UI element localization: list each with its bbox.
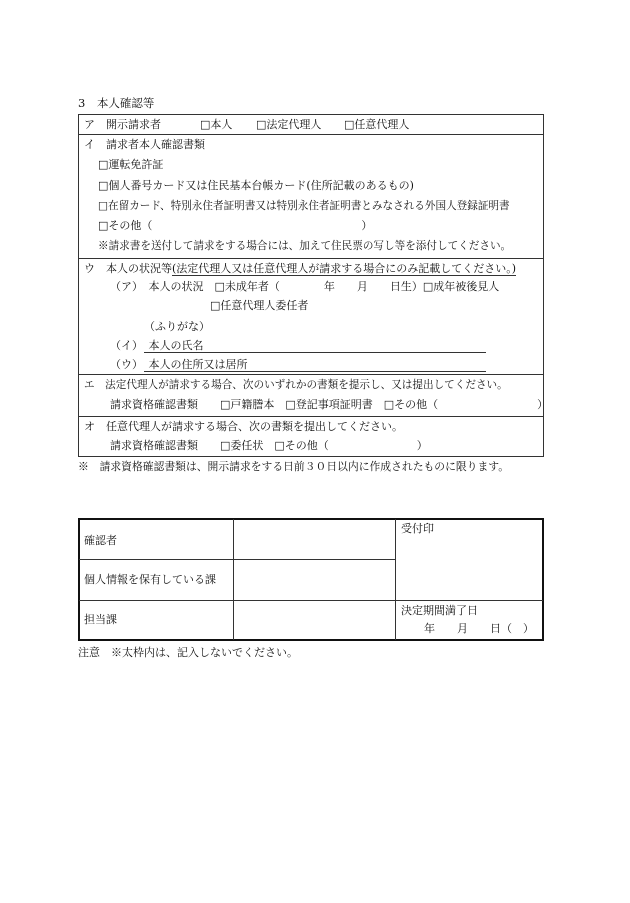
row-divider — [78, 134, 544, 135]
office-row-divider — [79, 559, 395, 560]
note: 注意 ※太枠内は、記入しないでください。 — [78, 646, 298, 659]
principal-address-label: （ウ） 本人の住所又は居所 — [110, 358, 248, 371]
row-divider — [78, 416, 544, 417]
checkbox-self[interactable]: □本人 — [200, 118, 233, 131]
checkbox-other-id[interactable]: □その他（ ） — [98, 219, 373, 232]
row-divider — [78, 258, 544, 259]
principal-status-label — [84, 262, 516, 276]
checkbox-residence-card[interactable]: □在留カード、特別永住者証明書又は特別永住者証明書とみなされる外国人登録証明書 — [98, 200, 510, 212]
office-row-divider — [79, 600, 543, 601]
checkbox-voluntary-principal[interactable]: □任意代理人委任者 — [210, 299, 309, 312]
principal-status-note: (法定代理人又は任意代理人が請求する場合にのみ記載してください。) — [172, 262, 517, 275]
checkbox-my-number-card[interactable]: □個人番号カード又は住民基本台帳カード(住所記載のあるもの) — [98, 179, 414, 192]
office-col-divider — [395, 519, 396, 640]
holding-section-label: 個人情報を保有している課 — [84, 573, 216, 586]
checkbox-drivers-license[interactable]: □運転免許証 — [98, 158, 164, 171]
deadline-label: 決定期間満了日 — [401, 604, 478, 617]
principal-status-title: ウ 本人の状況等 — [84, 262, 172, 275]
office-col-divider — [233, 519, 234, 640]
voluntary-agent-docs-label: オ 任意代理人が請求する場合、次の書類を提出してください。 — [84, 420, 403, 433]
principal-name-label: （イ） 本人の氏名 — [110, 339, 204, 352]
deadline-date: 年 月 日（ ） — [424, 622, 534, 635]
legal-agent-docs-options[interactable]: 請求資格確認書類 □戸籍謄本 □登記事項証明書 □その他（ ） — [110, 398, 549, 411]
principal-address-field[interactable] — [144, 371, 486, 372]
id-docs-label: イ 請求者本人確認書類 — [84, 138, 205, 151]
furigana-label: （ふりがな） — [144, 320, 210, 333]
in-charge-label: 担当課 — [84, 613, 117, 626]
voluntary-agent-docs-options[interactable]: 請求資格確認書類 □委任状 □その他（ ） — [110, 439, 428, 452]
section-title: 3 本人確認等 — [78, 96, 155, 110]
footnote: ※ 請求資格確認書類は、開示請求をする日前３０日以内に作成されたものに限ります。 — [78, 460, 510, 473]
row-divider — [78, 374, 544, 375]
requester-type-label: ア 開示請求者 — [84, 118, 161, 131]
checkbox-voluntary-agent[interactable]: □任意代理人 — [344, 118, 410, 131]
receipt-stamp-label: 受付印 — [401, 522, 434, 535]
confirmer-label: 確認者 — [84, 534, 117, 547]
mailing-note: ※請求書を送付して請求をする場合には、加えて住民票の写し等を添付してください。 — [98, 240, 512, 252]
principal-status-row[interactable]: （ア） 本人の状況 □未成年者（ 年 月 日生）□成年被後見人 — [110, 280, 500, 293]
checkbox-legal-agent[interactable]: □法定代理人 — [256, 118, 322, 131]
principal-name-field[interactable] — [144, 352, 486, 353]
legal-agent-docs-label: エ 法定代理人が請求する場合、次のいずれかの書類を提示し、又は提出してください。 — [84, 379, 508, 391]
